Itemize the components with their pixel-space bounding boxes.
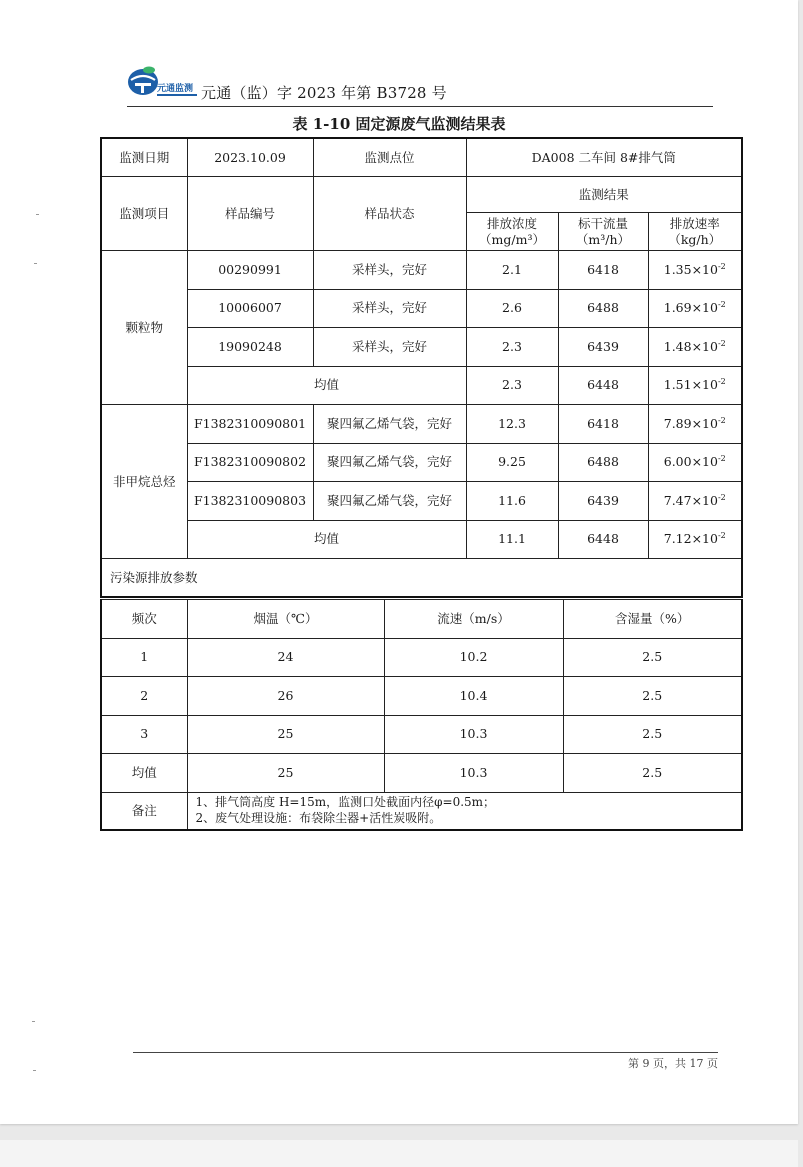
moisture-value: 2.5	[563, 677, 742, 716]
sample-id: 19090248	[187, 328, 313, 367]
conc-value: 2.1	[466, 251, 558, 290]
rate-value: $6.00\times 10^{-2}$	[648, 443, 742, 482]
temp-value: 25	[187, 715, 384, 754]
sample-id: F1382310090802	[187, 443, 313, 482]
sample-id: 10006007	[187, 289, 313, 328]
rate-value: $1.51\times 10^{-2}$	[648, 366, 742, 405]
moisture-value: 2.5	[563, 715, 742, 754]
rate-value: $7.89\times 10^{-2}$	[648, 405, 742, 444]
rate-value: $1.69\times 10^{-2}$	[648, 289, 742, 328]
velocity-value: 10.2	[384, 638, 563, 677]
params-row	[101, 715, 742, 754]
params-header-row	[101, 600, 742, 639]
table-row	[101, 251, 742, 290]
next-page-edge	[0, 1140, 798, 1167]
col-sample-state: 样品状态	[313, 177, 466, 251]
freq-value: 1	[101, 638, 187, 677]
scan-dot	[33, 1070, 36, 1071]
table-row	[101, 289, 742, 328]
freq-value: 3	[101, 715, 187, 754]
scan-dot	[36, 214, 39, 215]
sample-state: 聚四氟乙烯气袋，完好	[313, 405, 466, 444]
rate-value: $7.12\times 10^{-2}$	[648, 520, 742, 559]
remark-row	[101, 792, 742, 830]
point-value: DA008 二车间 8#排气筒	[466, 138, 742, 177]
sample-state: 采样头，完好	[313, 251, 466, 290]
params-col-moisture: 含湿量（%）	[563, 600, 742, 639]
sample-id: F1382310090801	[187, 405, 313, 444]
header-row-1	[101, 177, 742, 213]
average-row	[101, 366, 742, 405]
params-row	[101, 638, 742, 677]
temp-value: 25	[187, 754, 384, 793]
conc-value: 2.3	[466, 366, 558, 405]
temp-value: 26	[187, 677, 384, 716]
table-row	[101, 482, 742, 521]
col-item: 监测项目	[101, 177, 187, 251]
col-flow: 标干流量 （m³/h）	[558, 213, 648, 251]
rate-value: $7.47\times 10^{-2}$	[648, 482, 742, 521]
conc-value: 12.3	[466, 405, 558, 444]
scan-dot	[32, 1021, 35, 1022]
table-row	[101, 405, 742, 444]
flow-value: 6488	[558, 443, 648, 482]
conc-value: 11.6	[466, 482, 558, 521]
flow-value: 6418	[558, 405, 648, 444]
average-row	[101, 520, 742, 559]
sample-state: 聚四氟乙烯气袋，完好	[313, 443, 466, 482]
velocity-value: 10.4	[384, 677, 563, 716]
conc-value: 2.3	[466, 328, 558, 367]
date-label: 监测日期	[101, 138, 187, 177]
sample-id: 00290991	[187, 251, 313, 290]
point-label: 监测点位	[313, 138, 466, 177]
rate-value: $1.35\times 10^{-2}$	[648, 251, 742, 290]
page-header	[127, 62, 713, 107]
flow-value: 6448	[558, 520, 648, 559]
average-label: 均值	[187, 366, 466, 405]
average-label: 均值	[187, 520, 466, 559]
col-rate: 排放速率 （kg/h）	[648, 213, 742, 251]
params-table	[100, 599, 743, 831]
table-row	[101, 328, 742, 367]
moisture-value: 2.5	[563, 638, 742, 677]
remark-text: 1、排气筒高度 H=15m，监测口处截面内径φ=0.5m； 2、废气处理设施：布袋除尘器+活性炭吸附。	[187, 792, 742, 830]
conc-value: 11.1	[466, 520, 558, 559]
col-sample-no: 样品编号	[187, 177, 313, 251]
freq-value: 2	[101, 677, 187, 716]
params-col-velocity: 流速（m/s）	[384, 600, 563, 639]
scan-dot	[34, 263, 37, 264]
params-row	[101, 677, 742, 716]
table-row	[101, 443, 742, 482]
flow-value: 6418	[558, 251, 648, 290]
flow-value: 6439	[558, 482, 648, 521]
rate-value: $1.48\times 10^{-2}$	[648, 328, 742, 367]
remark-label: 备注	[101, 792, 187, 830]
params-col-freq: 频次	[101, 600, 187, 639]
flow-value: 6448	[558, 366, 648, 405]
params-col-temp: 烟温（℃）	[187, 600, 384, 639]
flow-value: 6488	[558, 289, 648, 328]
params-row	[101, 754, 742, 793]
temp-value: 24	[187, 638, 384, 677]
company-logo-icon	[127, 64, 199, 100]
page-number: 第 9 页，共 17 页	[628, 1057, 718, 1070]
sample-state: 聚四氟乙烯气袋，完好	[313, 482, 466, 521]
svg-text:元通监测: 元通监测	[157, 84, 194, 94]
report-code: 元通（监）字 2023 年第 B3728 号	[201, 84, 447, 102]
freq-value: 均值	[101, 754, 187, 793]
date-value: 2023.10.09	[187, 138, 313, 177]
col-conc: 排放浓度 （mg/m³）	[466, 213, 558, 251]
sample-state: 采样头，完好	[313, 289, 466, 328]
params-title: 污染源排放参数	[101, 559, 742, 598]
footer-divider	[133, 1052, 718, 1053]
sample-id: F1382310090803	[187, 482, 313, 521]
table-title: 表 1-10 固定源废气监测结果表	[292, 115, 506, 133]
group-name: 颗粒物	[101, 251, 187, 405]
info-row	[101, 138, 742, 177]
velocity-value: 10.3	[384, 715, 563, 754]
results-table	[100, 137, 743, 598]
sample-state: 采样头，完好	[313, 328, 466, 367]
col-results: 监测结果	[466, 177, 742, 213]
conc-value: 9.25	[466, 443, 558, 482]
params-title-row	[101, 559, 742, 598]
velocity-value: 10.3	[384, 754, 563, 793]
flow-value: 6439	[558, 328, 648, 367]
conc-value: 2.6	[466, 289, 558, 328]
moisture-value: 2.5	[563, 754, 742, 793]
group-name: 非甲烷总烃	[101, 405, 187, 559]
